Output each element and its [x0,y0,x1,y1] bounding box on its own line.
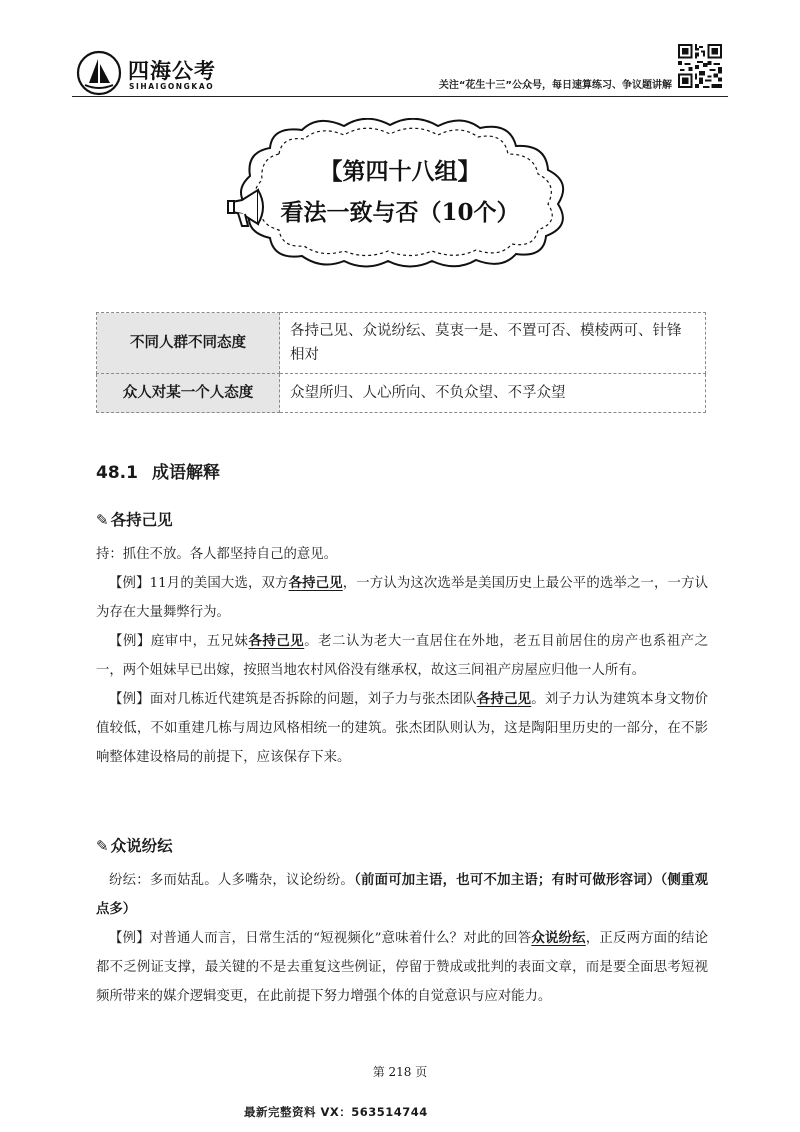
header-slogan: 关注“花生十三”公众号，每日速算练习、争议题讲解 [438,80,672,91]
idiom-title: 各持己见 [110,511,173,529]
idiom-definition: 持：抓住不放。各人都坚持自己的意见。 [96,547,338,562]
example-paragraph: 【例】庭审中，五兄妹各持己见。老二认为老大一直居住在外地，老五目前居住的房产也系祖产之一，两个姐妹早已出嫁，按照当地农村风俗没有继承权，故这三间祖产房屋应归他一人所有。 [96,633,709,678]
qr-code-icon [678,44,722,88]
pen-icon: ✎ [96,511,109,529]
summary-key: 众人对某一个人态度 [97,374,280,413]
title-cloud-frame [210,118,590,268]
sail-boat-logo-icon [76,50,122,96]
example-paragraph: 【例】11月的美国大选，双方各持己见，一方认为这次选举是美国历史上最公平的选举之一，一方认为存在大量舞弊行为。 [96,575,709,620]
idiom-definition: 纷纭：多而姑乱。人多嘴杂，议论纷纷。（前面可加主语，也可不加主语；有时可做形容词）（侧重观点多） [96,872,708,917]
highlighted-idiom: 各持己见 [288,575,343,591]
highlighted-idiom: 各持己见 [476,691,532,707]
pen-icon: ✎ [96,837,109,855]
highlighted-idiom: 各持己见 [248,633,305,649]
summary-key: 不同人群不同态度 [97,313,280,374]
group-subtitle: 看法一致与否（10个） [280,199,520,226]
page-number: 第 218 页 [372,1065,428,1079]
header-divider [72,96,728,97]
section-number: 48.1 [96,463,138,483]
summary-value: 众望所归、人心所向、不负众望、不孚众望 [280,374,706,413]
page-header [0,0,800,100]
highlighted-idiom: 众说纷纭 [531,930,586,946]
section-title: 成语解释 [151,463,220,483]
idiom-heading [96,508,173,530]
idiom-heading [96,834,173,856]
section-heading [96,458,220,483]
usage-note: （前面可加主语，也可不加主语；有时可做形容词）（侧重观点多） [96,872,708,917]
brand-subtitle: SIHAIGONGKAO [129,82,215,91]
group-title: 【第四十八组】 [319,158,481,185]
table-row [97,374,706,413]
brand-name: 四海公考 [128,59,216,83]
summary-value: 各持己见、众说纷纭、莫衷一是、不置可否、模棱两可、针锋相对 [280,313,706,374]
brand-logo [76,50,266,96]
footer-contact: 最新完整资料 VX：563514744 [244,1105,428,1119]
table-row [97,313,706,374]
example-paragraph: 【例】面对几栋近代建筑是否拆除的问题，刘子力与张杰团队各持己见。刘子力认为建筑本身文物价值较低，不如重建几栋与周边风格相统一的建筑。张杰团队则认为，这是陶阳里历史的一部分，在不影响整体建设格局的前提下，应该保存下来。 [96,691,709,765]
summary-table [96,312,706,413]
idiom-title: 众说纷纭 [110,837,173,855]
example-paragraph: 【例】对普通人而言，日常生活的“短视频化”意味着什么？对此的回答众说纷纭，正反两方面的结论都不乏例证支撑，最关键的不是去重复这些例证，停留于赞成或批判的表面文章，而是要全面思考短视频所带来的媒介逻辑变更，在此前提下努力增强个体的自觉意识与应对能力。 [96,930,709,1004]
